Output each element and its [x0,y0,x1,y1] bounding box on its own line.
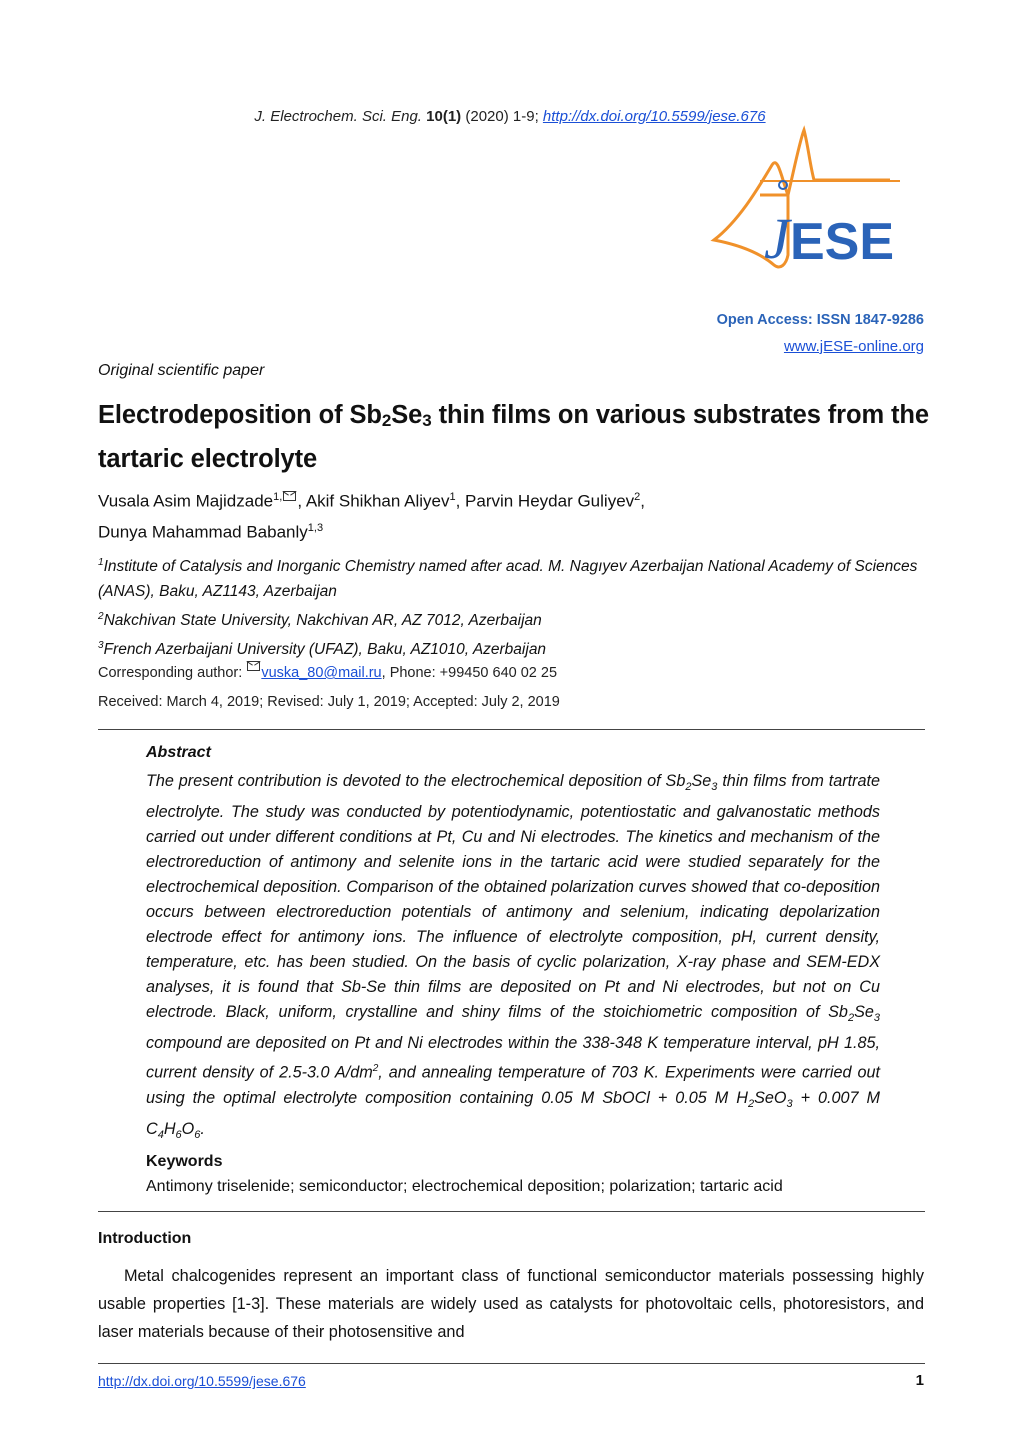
title-subscript: 3 [422,411,432,430]
title-text: Se [391,401,423,429]
author-name: Vusala Asim Majidzade [98,491,274,511]
author-affil-sup: 2 [634,491,641,503]
affiliation-item [98,633,928,662]
website-link[interactable]: www.jESE-online.org [783,338,924,355]
affiliation-text: Institute of Catalysis and Inorganic Chemistry named after acad. M. Nagıyev Azerbaijan National Academy of Sciences (ANAS), Baku, AZ1143, Azerbaijan [98,558,918,601]
paper-title [98,396,938,478]
keywords-text: Antimony triselenide; semiconductor; electrochemical deposition; polarization; tartaric acid [146,1178,783,1195]
affiliation-text: French Azerbaijani University (UFAZ), Baku, AZ1010, Azerbaijan [103,641,547,659]
abstract-run: . [200,1120,205,1139]
abstract-subscript: 4 [157,1129,164,1142]
affiliation-number: 2 [98,611,104,623]
jese-logo [700,125,930,275]
introduction-heading: Introduction [98,1230,192,1247]
submission-dates: Received: March 4, 2019; Revised: July 1, 2019; Accepted: July 2, 2019 [98,694,560,710]
abstract-run: , and annealing temperature of 703 K. Experiments were carried out using the optimal electrolyte composition containing 0.05 M SbOCl + 0.05 M H [146,1063,880,1107]
author-separator: , [640,491,646,511]
abstract-run: compound are deposited on Pt and Ni electrodes within the 338-348 K temperature interval, pH 1.85, current density of 2.5-3.0 A/dm [146,1034,880,1082]
phone-text: , Phone: +99450 640 02 25 [381,665,558,681]
abstract-subscript: 3 [786,1098,793,1111]
author-name: , Akif Shikhan Aliyev [297,491,450,511]
affiliation-item [98,604,928,633]
affiliation-item [98,550,928,604]
affiliation-number: 1 [98,557,104,568]
abstract-run: SeO [754,1088,787,1107]
corresponding-author [98,661,557,681]
page-number: 1 [915,1372,924,1389]
abstract-subscript: 2 [685,781,692,794]
author-affil-sup: 1 [449,491,456,503]
abstract-run: O [181,1120,195,1139]
author-name: , Parvin Heydar Guliyev [455,491,635,511]
citation-line [0,108,1020,125]
issn-line: Open Access: ISSN 1847-9286 [716,312,924,328]
year-pages: (2020) 1-9; [465,108,539,125]
footer-divider [98,1363,925,1364]
journal-abbrev: J. Electrochem. Sci. Eng. [254,108,422,125]
abstract-run: The present contribution is devoted to the electrochemical deposition of Sb [146,772,686,790]
abstract-run: Se [691,772,712,790]
email-link[interactable]: vuska_80@mail.ru [261,665,382,681]
abstract-run: H [163,1120,176,1139]
abstract-run: thin films from tartrate electrolyte. The study was conducted by potentiodynamic, potentiostatic and galvanostatic methods carried out under different conditions at Pt, Cu and Ni electrodes. The kinetics and mechanism of the electroreduction of antimony and selenite ions in the tartaric acid were studied separately for the electrochemical deposition. Comparison of the obtained polarization curves showed that co-deposition occurs between electroreduction potentials of antimony and selenium, indicating depolarization electrode effect for antimony ions. The influence of electrolyte composition, pH, current density, temperature, etc. has been studied. On the basis of cyclic polarization, X-ray phase and SEM-EDX analyses, it is found that Sb-Se thin films are deposited on Pt and Ni electrodes, but not on Cu electrode. Black, uniform, crystalline and shiny films of the stoichiometric composition of Sb [146,772,881,1022]
abstract-subscript: 3 [711,781,718,794]
keywords-heading: Keywords [146,1153,223,1170]
author-affil-sup: 1,3 [307,521,324,534]
volume-issue: 10(1) [426,108,462,125]
introduction-text: Metal chalcogenides represent an important class of functional semiconductor materials possessing highly usable properties [1-3]. These materials are widely used as catalysts for photovoltaic cells, photoresistors, and laser materials because of their photosensitive and [98,1267,924,1341]
divider [98,729,925,730]
author-list [98,484,928,545]
envelope-icon [247,661,260,671]
abstract-subscript: 3 [873,1012,880,1025]
abstract-subscript: 2 [847,1012,855,1025]
logo-graphic [700,125,930,275]
abstract-superscript: 2 [372,1063,379,1075]
affiliation-number: 3 [98,640,104,652]
abstract-text [146,769,880,1148]
abstract-heading: Abstract [146,744,211,761]
abstract-subscript: 6 [175,1129,182,1142]
abstract-subscript: 2 [747,1098,755,1111]
envelope-icon [283,491,296,501]
abstract-run: Se [854,1003,874,1022]
author-name: Dunya Mahammad Babanly [98,522,308,542]
title-text: thin films on various substrates from the tartaric electrolyte [98,401,929,473]
logo-letters-ese: ESE [790,213,895,271]
abstract-run: + 0.007 M C [146,1088,880,1139]
affiliations [98,550,928,662]
doi-link[interactable]: http://dx.doi.org/10.5599/jese.676 [542,108,766,125]
affiliation-text: Nakchivan State University, Nakchivan AR, AZ 7012, Azerbaijan [103,612,542,630]
author-affil-sup: 1, [273,491,283,503]
divider [98,1211,925,1212]
logo-letter-j: J [764,206,790,271]
title-text: Electrodeposition of Sb [98,401,382,429]
title-subscript: 2 [381,411,392,430]
corresponding-label: Corresponding author: [98,665,247,681]
abstract-subscript: 6 [194,1129,201,1142]
footer-doi-link[interactable]: http://dx.doi.org/10.5599/jese.676 [98,1373,306,1389]
paper-type: Original scientific paper [98,362,265,379]
